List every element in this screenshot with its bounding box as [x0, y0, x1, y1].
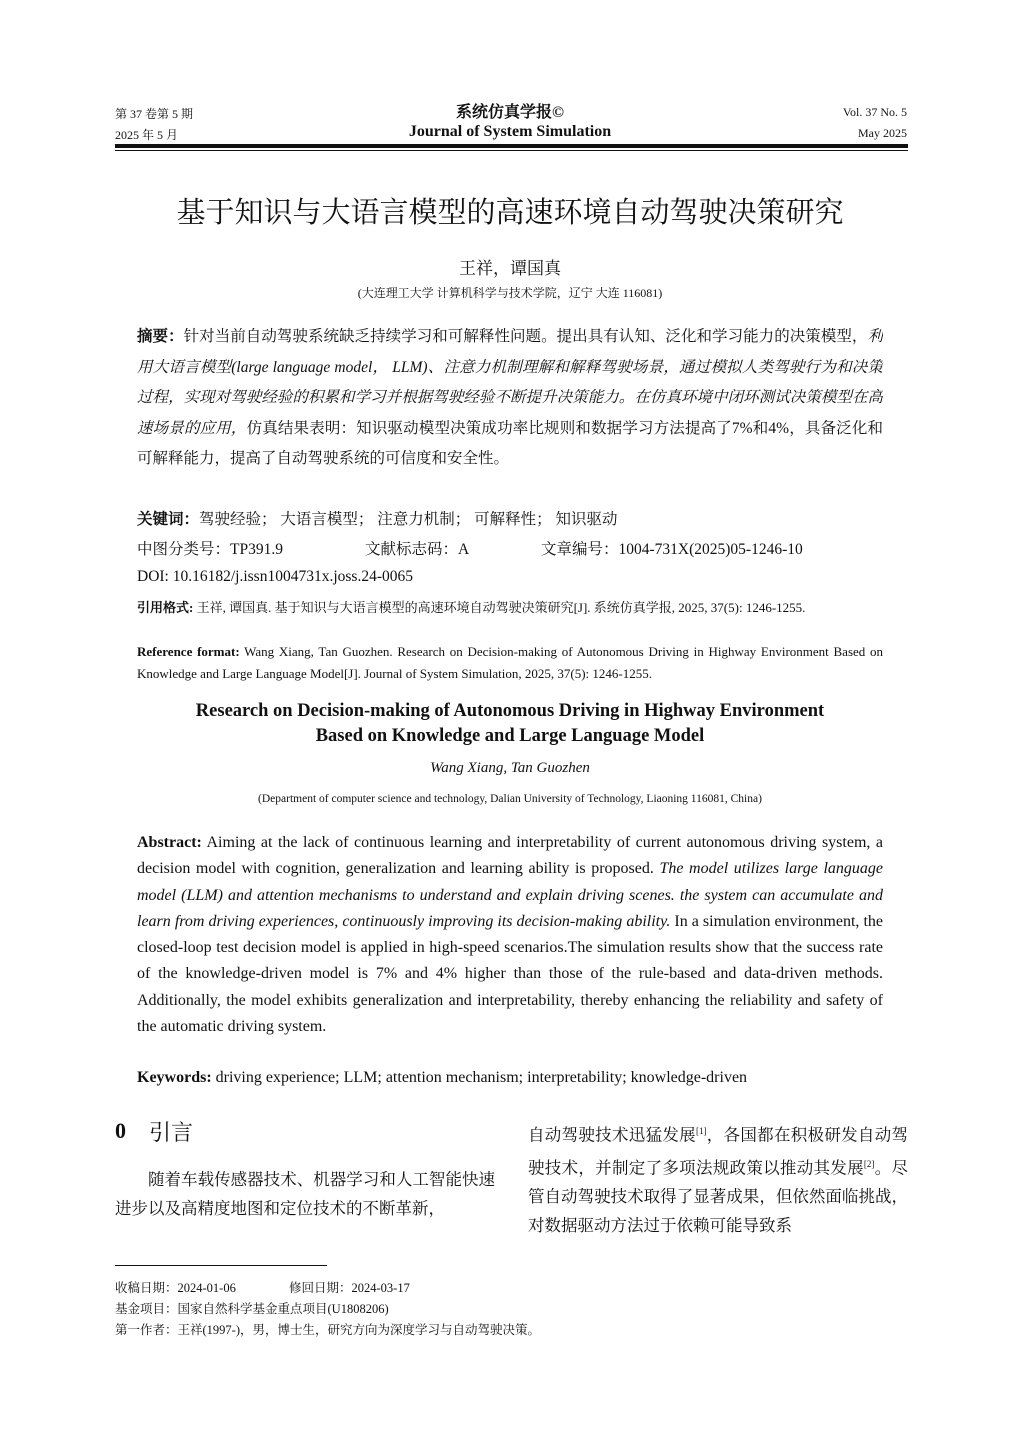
first-author-info: 第一作者：王祥(1997-)，男，博士生，研究方向为深度学习与自动驾驶决策。	[115, 1323, 540, 1337]
header-rule-thin	[115, 150, 908, 151]
keywords-en-text: driving experience; LLM; attention mechanism; interpretability; knowledge-driven	[211, 1069, 748, 1086]
abstract-cn	[137, 322, 883, 502]
header-journal-en: Journal of System Simulation	[408, 123, 612, 140]
header-volume-en: Vol. 37 No. 5	[842, 105, 907, 119]
abstract-en-part2: The model utilizes large language model (LLM) and attention mechanisms to understand and explain driving scenes. the system can accumulate and learn from driving experiences, continuously improving its decision-making ability.	[137, 860, 883, 930]
clc-number: 中图分类号：TP391.9	[137, 541, 283, 558]
document-code: 文献标志码：A	[365, 541, 470, 558]
paper-title-en-line2: Based on Knowledge and Large Language Model	[315, 726, 705, 746]
header-volume-cn: 第 37 卷第 5 期	[115, 107, 194, 121]
citation-cn-text: 王祥, 谭国真. 基于知识与大语言模型的高速环境自动驾驶决策研究[J]. 系统仿真学报, 2025, 37(5): 1246-1255.	[193, 600, 806, 615]
abstract-cn-part2: 利用大语言模型(large language model， LLM)、注意力机制理解和解释驾驶场景，通过模拟人类驾驶行为和决策过程，实现对驾驶经验的积累和学习并根据驾驶经验不断提升决策能力。在仿真环境中闭环测试决策模型在高速场景的应用，	[137, 328, 883, 437]
abstract-en-label: Abstract:	[137, 834, 202, 851]
affiliation-cn: (大连理工大学 计算机科学与技术学院，辽宁 大连 116081)	[357, 286, 663, 300]
paper-title-cn: 基于知识与大语言模型的高速环境自动驾驶决策研究	[176, 195, 844, 229]
abstract-cn-part1: 针对当前自动驾驶系统缺乏持续学习和可解释性问题。提出具有认知、泛化和学习能力的决策模型，	[183, 328, 868, 345]
body-right-text-b: ，各国都在积极研发自动驾驶技术，并制定了多项法规政策以推动其发展	[528, 1125, 909, 1177]
footnote-rule	[115, 1265, 327, 1266]
keywords-cn-text: 驾驶经验； 大语言模型； 注意力机制； 可解释性； 知识驱动	[199, 511, 618, 528]
authors-en: Wang Xiang, Tan Guozhen	[430, 760, 590, 776]
revised-date: 修回日期：2024-03-17	[289, 1281, 410, 1295]
received-date: 收稿日期：2024-01-06	[115, 1281, 236, 1295]
citation-cn	[137, 597, 883, 619]
fund-project: 基金项目：国家自然科学基金重点项目(U1808206)	[115, 1302, 389, 1316]
abstract-en	[137, 830, 883, 1040]
abstract-cn-part3: 仿真结果表明：知识驱动模型决策成功率比规则和数据学习方法提高了7%和4%，具备泛化和可解释能力，提高了自动驾驶系统的可信度和安全性。	[137, 419, 883, 467]
body-right-text-a: 自动驾驶技术迅猛发展	[528, 1125, 696, 1145]
section-title: 引言	[149, 1120, 194, 1145]
citation-en-text: Wang Xiang, Tan Guozhen. Research on Decision-making of Autonomous Driving in Highway Environment Based on Knowledge and Large Language Model[J]. Journal of System Simulation, 2025, 37(5): 1246-1255.	[137, 644, 883, 681]
reference-1-link[interactable]: [1]	[695, 1126, 707, 1136]
header-date-cn: 2025 年 5 月	[115, 128, 179, 142]
affiliation-en: (Department of computer science and technology, Dalian University of Technology, Liaoning 116081, China)	[258, 793, 762, 805]
doi: DOI: 10.16182/j.issn1004731x.joss.24-0065	[137, 568, 413, 585]
body-right-text-c: 。尽管自动驾驶技术取得了显著成果，但依然面临挑战，对数据驱动方法过于依赖可能导致系	[528, 1158, 909, 1235]
reference-2-link[interactable]: [2]	[863, 1158, 875, 1169]
body-right-column	[528, 1117, 908, 1240]
citation-cn-label: 引用格式:	[137, 600, 194, 615]
header-date-en: May 2025	[858, 126, 907, 140]
citation-en	[137, 641, 883, 685]
abstract-en-part1: Aiming at the lack of continuous learning and interpretability of current autonomous driving system, a decision model with cognition, generalization and learning ability is proposed.	[137, 834, 883, 878]
section-number: 0	[115, 1118, 126, 1143]
authors-cn: 王祥，谭国真	[459, 259, 561, 278]
header-journal-cn: 系统仿真学报©	[456, 104, 564, 121]
keywords-en-label: Keywords:	[137, 1069, 212, 1086]
article-number: 文章编号：1004-731X(2025)05-1246-10	[541, 541, 803, 558]
abstract-en-part3: In a simulation environment, the closed-loop test decision model is applied in high-speed scenarios.The simulation results show that the success rate of the knowledge-driven model is 7% and 4% higher than those of the rule-based and data-driven methods. Additionally, the model exhibits generalization and interpretability, thereby enhancing the reliability and safety of the automatic driving system.	[137, 912, 883, 1036]
keywords-cn-label: 关键词：	[137, 511, 200, 528]
keywords-cn	[137, 507, 618, 529]
paper-title-en-line1: Research on Decision-making of Autonomous Driving in Highway Environment	[195, 701, 825, 721]
header-rule-thick	[115, 144, 908, 148]
abstract-cn-label: 摘要：	[137, 328, 184, 345]
body-left-column: 随着车载传感器技术、机器学习和人工智能快速进步以及高精度地图和定位技术的不断革新，	[115, 1170, 495, 1218]
citation-en-label: Reference format:	[137, 644, 240, 659]
keywords-en	[137, 1069, 747, 1087]
